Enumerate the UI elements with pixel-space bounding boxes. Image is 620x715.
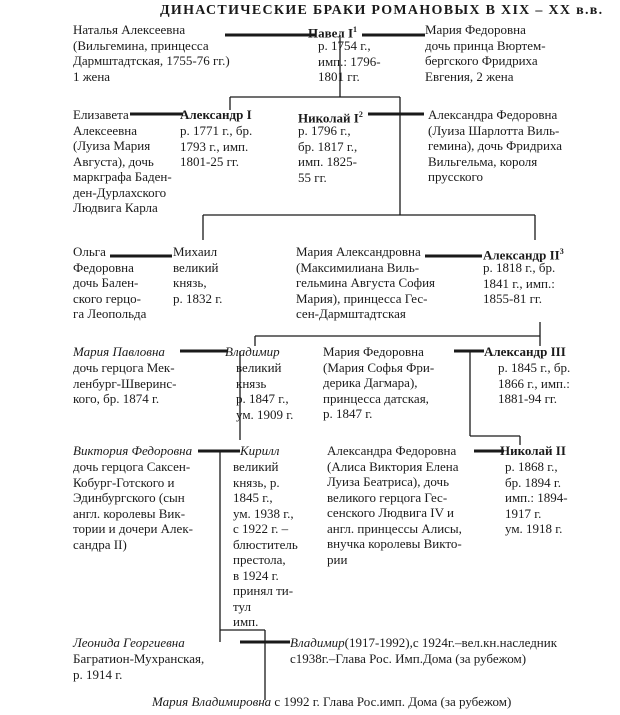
mikhail: Михаил великий князь, р. 1832 г. bbox=[173, 244, 223, 306]
leonida-info: Багратион-Мухранская, р. 1914 г. bbox=[73, 651, 205, 682]
olga-fedorovna: Ольга Федоровна дочь Бален- ского герцо- га Леопольда bbox=[73, 244, 147, 321]
leonida-name: Леонида Георгиевна bbox=[73, 635, 185, 650]
maria-vladimirovna: Мария Владимировна с 1992 г. Глава Рос.имп. Дома (за рубежом) bbox=[152, 694, 512, 709]
maria-pavlovna-info: дочь герцога Мек- ленбург-Шверинс- кого, бр. 1874 г. bbox=[73, 360, 177, 406]
elizaveta-alekseevna: Елизавета Алексеевна (Луиза Мария Августа), дочь маркграфа Баден- ден-Дурлахского Людвига Карла bbox=[73, 107, 172, 215]
alexandra-fedorovna-1: Александра Федоровна (Луиза Шарлотта Виль- гемина), дочь Фридриха Вильгельма, короля прусского bbox=[428, 107, 563, 184]
maria-vladimirovna-name: Мария Владимировна bbox=[152, 694, 272, 709]
vladimir-info: великий князь р. 1847 г., ум. 1909 г. bbox=[236, 360, 294, 422]
viktoria-fedorovna-info: дочь герцога Саксен- Кобург-Готского и Эдинбургского (сын англ. королевы Вик- тории и дочери Алек- сандра II) bbox=[73, 459, 193, 552]
maria-pavlovna-name: Мария Павловна bbox=[73, 344, 165, 359]
kirill-info: великий князь, р. 1845 г., ум. 1938 г., с 1922 г. – блюститель престола, в 1924 г. принял ти- тул имп. bbox=[233, 459, 298, 629]
kirill-name: Кирилл bbox=[240, 443, 280, 458]
nikolai-2-name: Николай II bbox=[500, 443, 566, 458]
maria-fedorovna-1: Мария Федоровна дочь принца Вюртем- бергского Фридриха Евгения, 2 жена bbox=[425, 22, 546, 84]
nikolai-1-name: Николай $I^2$ bbox=[298, 110, 363, 126]
alexander-2-info: р. 1818 г., бр. 1841 г., имп.: 1855-81 гг. bbox=[483, 260, 556, 306]
alexander-2-name: Александр $II^3$ bbox=[483, 247, 564, 263]
natalya-alekseevna: Наталья Алексеевна (Вильгемина, принцесса Дармштадтская, 1755-76 гг.) 1 жена bbox=[73, 22, 230, 84]
viktoria-fedorovna-name: Виктория Федоровна bbox=[73, 443, 193, 458]
chart-title: ДИНАСТИЧЕСКИЕ БРАКИ РОМАНОВЫХ В XIX – XX в.в. bbox=[160, 3, 604, 18]
vladimir-2-line2: с1938г.–Глава Рос. Имп.Дома (за рубежом) bbox=[290, 651, 527, 666]
vladimir-2-name: Владимир bbox=[290, 635, 345, 650]
alexander-1-info: р. 1771 г., бр. 1793 г., имп. 1801-25 гг. bbox=[180, 123, 253, 169]
alexander-1-name: Александр I bbox=[180, 107, 252, 122]
vladimir-2-line1: Владимир(1917-1992),с 1924г.–вел.кн.наследник bbox=[290, 635, 558, 650]
vladimir-name: Владимир bbox=[225, 344, 280, 359]
alexander-3-info: р. 1845 г., бр. 1866 г., имп.: 1881-94 гг. bbox=[498, 360, 571, 406]
pavel-1-name: Павел $I^1$ bbox=[308, 25, 358, 41]
alexandra-fedorovna-2: Александра Федоровна (Алиса Виктория Елена Луиза Беатриса), дочь великого герцога Гес- сенского Людвига IV и англ. принцессы Алисы, внучка королевы Викто- рии bbox=[327, 443, 462, 567]
pavel-1-info: р. 1754 г., имп.: 1796- 1801 гг. bbox=[318, 38, 381, 84]
nikolai-1-info: р. 1796 г., бр. 1817 г., имп. 1825- 55 гг. bbox=[298, 123, 358, 185]
nikolai-2-info: р. 1868 г., бр. 1894 г. имп.: 1894- 1917 г. ум. 1918 г. bbox=[505, 459, 568, 536]
maria-aleksandrovna: Мария Александровна (Максимилиана Виль- гельмина Августа София Мария), принцесса Гес- сен-Дармштадтская bbox=[296, 244, 436, 321]
maria-fedorovna-2: Мария Федоровна (Мария Софья Фри- дерика Дагмара), принцесса датская, р. 1847 г. bbox=[323, 344, 435, 421]
alexander-3-name: Александр III bbox=[484, 344, 566, 359]
